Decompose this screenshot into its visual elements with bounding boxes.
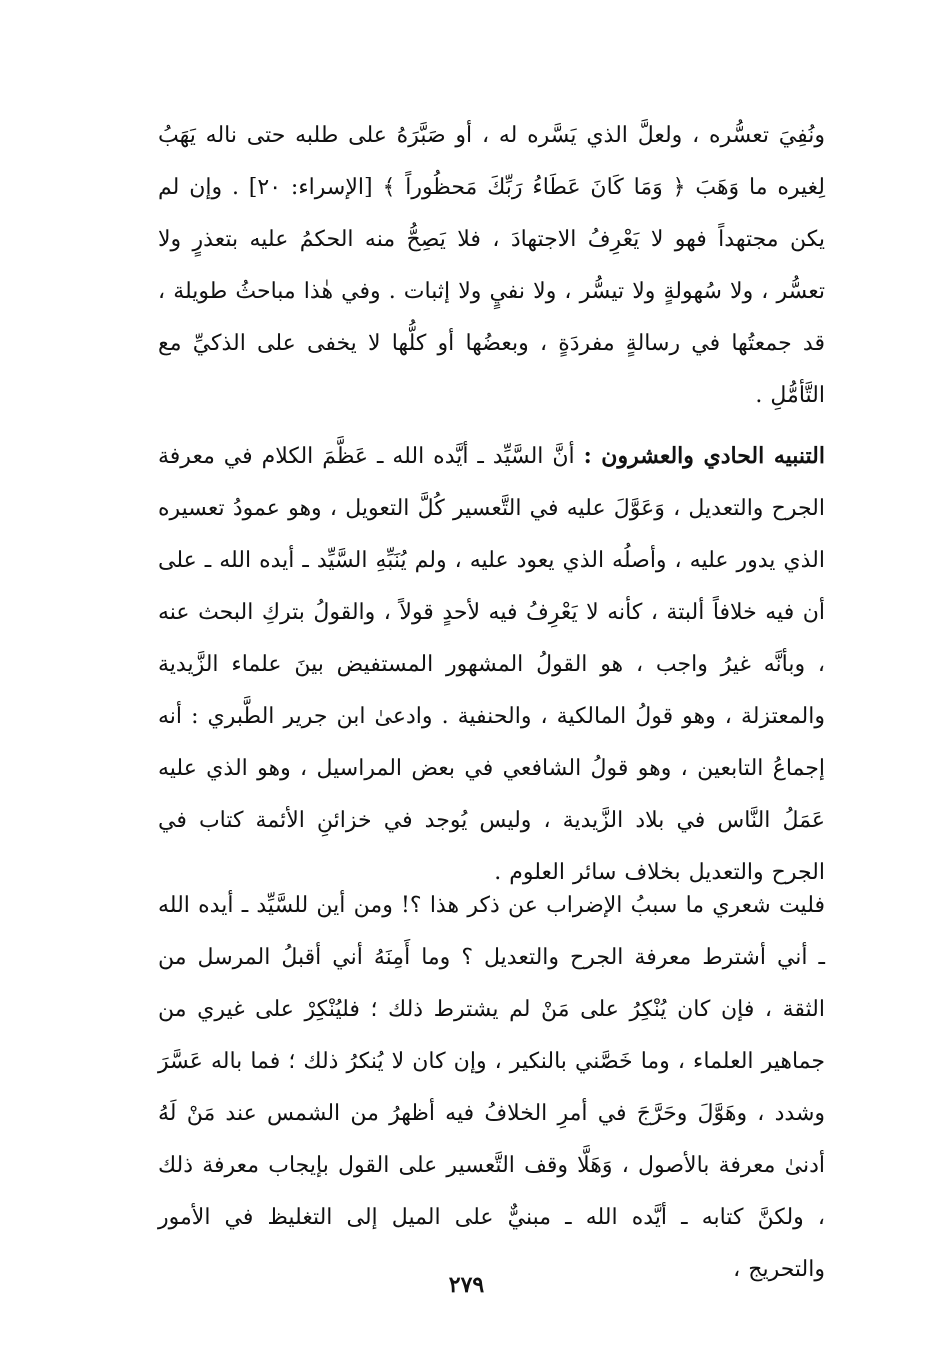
paragraph-2-body: أنَّ السَّيِّد ـ أيَّده الله ـ عَظَّمَ الكلام في معرفة الجرح والتعديل ، وَعَوَّلَ عليه في التَّعسير كُلَّ التعويل ، وهو عمودُ تعسيره الذي يدور عليه ، وأصلُه الذي يعود عليه ، ولم يُنَبِّهِ السَّيِّد ـ أيده الله ـ على أن فيه خلافاً ألبتة ، كأنه لا يَعْرِفُ فيه لأحدٍ قولاً ، والقولُ بتركِ البحث عنه ، وبأنَّه غيرُ واجب ، هو القولُ المشهور المستفيض بينَ علماء الزَّيدية والمعتزلة ، وهو قولُ المالكية ، والحنفية . وادعىٰ ابن جرير الطَّبري : أنه إجماعُ التابعين ، وهو قولُ الشافعي في بعض المراسيل ، وهو الذي عليه عَمَلُ النَّاس في بلاد الزَّيدية ، وليس يُوجد في خزائنِ الأئمة كتاب في الجرح والتعديل بخلاف سائر العلوم .	[158, 444, 825, 885]
page-number: ٢٧٩	[448, 1272, 485, 1298]
paragraph-2-text	[158, 430, 825, 899]
paragraph-3	[158, 880, 825, 1296]
paragraph-1	[158, 110, 825, 422]
paragraph-1-text: ونُفِيَ تعسُّره ، ولعلَّ الذي يَسَّره له ، أو صَبَّرَهُ على طلبه حتى ناله يَهَبُ لِغيره ما وَهَبَ ﴿ وَمَا كَانَ عَطَاءُ رَبِّكَ مَحظُوراً ﴾ [الإسراء: ٢٠] . وإن لم يكن مجتهداً فهو لا يَعْرِفُ الاجتهادَ ، فلا يَصِحُّ منه الحكمُ عليه بتعذرٍ ولا تعسُّر ، ولا سُهولةٍ ولا تيسُّر ، ولا نفيٍ ولا إثبات . وفي هٰذا مباحثُ طويلة ، قد جمعتُها في رسالةٍ مفردَةٍ ، وبعضُها أو كلُّها لا يخفى على الذكيِّ مع التَّأمُّلِ .	[158, 123, 825, 408]
section-heading: التنبيه الحادي والعشرون :	[583, 443, 825, 469]
paragraph-2	[158, 430, 825, 899]
paragraph-3-text: فليت شعري ما سببُ الإضراب عن ذكر هذا ؟! ومن أين للسَّيِّد ـ أيده الله ـ أني أشترط معرفة الجرح والتعديل ؟ وما أَمِنَهُ أني أقبلُ المرسل من الثقة ، فإن كان يُنْكِرُ على مَنْ لم يشترط ذلك ؛ فليُنْكِرْ على غيري من جماهير العلماء ، وما خَصَّني بالنكير ، وإن كان لا يُنكرُ ذلك ؛ فما باله عَسَّرَ وشدد ، وهَوَّلَ وحَرَّجَ في أمرِ الخلافُ فيه أظهرُ من الشمس عند مَنْ لَهُ أدنىٰ معرفة بالأصول ، وَهَلَّا وقف التَّعسير على القول بإيجاب معرفة ذلك ، ولكنَّ كتابه ـ أيَّده الله ـ مبنيٌّ على الميل إلى التغليظ في الأمور والتحريج ،	[158, 893, 825, 1282]
